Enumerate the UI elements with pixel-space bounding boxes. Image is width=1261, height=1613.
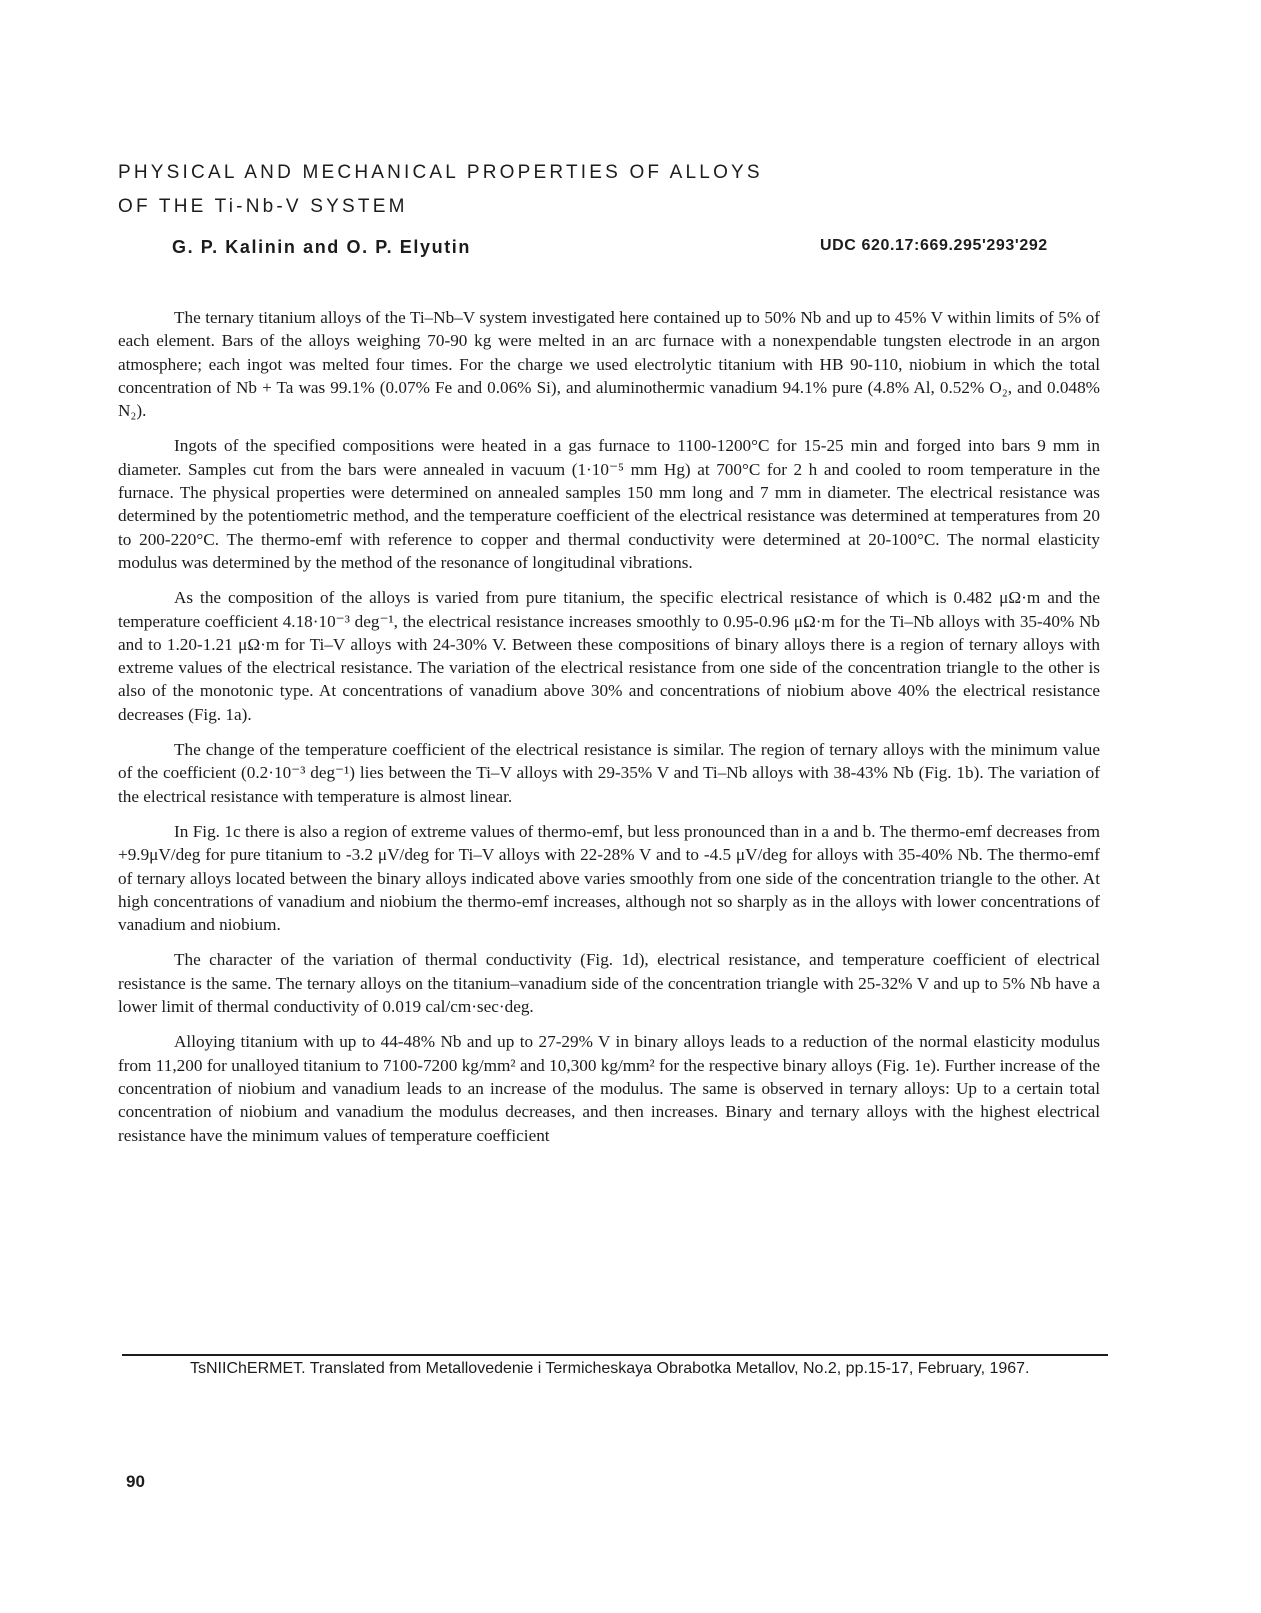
paragraph: The ternary titanium alloys of the Ti–Nb–V system investigated here contained up to 50% Nb and up to 45% V within limits of 5% of each element. Bars of the alloys weighing 70-90 kg were melted in an arc furnace with a nonexpendable tungsten electrode in an argon atmosphere; each ingot was melted four times. For the charge we used electrolytic titanium with HB 90-110, niobium in which the total concentration of Nb + Ta was 99.1% (0.07% Fe and 0.06% Si), and aluminothermic vanadium 94.1% pure (4.8% Al, 0.52% O₂, and 0.048% N₂). <box>118 308 1100 421</box>
paragraph: The change of the temperature coefficient of the electrical resistance is similar. The region of ternary alloys with the minimum value of the coefficient (0.2·10⁻³ deg⁻¹) lies between the Ti–V alloys with 29-35% V and Ti–Nb alloys with 38-43% Nb (Fig. 1b). The variation of the electrical resistance with temperature is almost linear. <box>118 740 1100 806</box>
title-line-2: OF THE Ti-Nb-V SYSTEM <box>118 196 408 217</box>
paragraph: Alloying titanium with up to 44-48% Nb and up to 27-29% V in binary alloys leads to a reduction of the normal elasticity modulus from 11,200 for unalloyed titanium to 7100-7200 kg/mm² and 10,300 kg/mm² for the respective binary alloys (Fig. 1e). Further increase of the concentration of niobium and vanadium leads to an increase of the modulus. The same is observed in ternary alloys: Up to a certain total concentration of niobium and vanadium the modulus decreases, and then increases. Binary and ternary alloys with the highest electrical resistance have the minimum values of temperature coefficient <box>118 1032 1100 1145</box>
udc-code: UDC 620.17:669.295'293'292 <box>820 237 1048 254</box>
article-title <box>118 156 1118 224</box>
article-body <box>118 306 1100 1159</box>
page-number: 90 <box>126 1472 145 1491</box>
title-line-1: PHYSICAL AND MECHANICAL PROPERTIES OF ALLOYS <box>118 162 763 183</box>
paragraph: Ingots of the specified compositions were heated in a gas furnace to 1100-1200°C for 15-25 min and forged into bars 9 mm in diameter. Samples cut from the bars were annealed in vacuum (1·10⁻⁵ mm Hg) at 700°C for 2 h and cooled to room temperature in the furnace. The physical properties were determined on annealed samples 150 mm long and 7 mm in diameter. The electrical resistance was determined by the potentiometric method, and the temperature coefficient of the electrical resistance was determined at temperatures from 20 to 200-220°C. The thermo-emf with reference to copper and thermal conductivity were determined at 20-100°C. The normal elasticity modulus was determined by the method of the resonance of longitudinal vibrations. <box>118 436 1100 572</box>
paragraph: The character of the variation of thermal conductivity (Fig. 1d), electrical resistance, and temperature coefficient of electrical resistance is the same. The ternary alloys on the titanium–vanadium side of the concentration triangle with 25-32% V and up to 5% Nb have a lower limit of thermal conductivity of 0.019 cal/cm·sec·deg. <box>118 950 1100 1017</box>
authors: G. P. Kalinin and O. P. Elyutin <box>172 237 471 257</box>
footnote: TsNIIChERMET. Translated from Metallovedenie i Termicheskaya Obrabotka Metallov, No.2, pp.15-17, February, 1967. <box>190 1360 1030 1377</box>
paragraph: As the composition of the alloys is varied from pure titanium, the specific electrical resistance of which is 0.482 μΩ·m and the temperature coefficient 4.18·10⁻³ deg⁻¹, the electrical resistance increases smoothly to 0.95-0.96 μΩ·m for the Ti–Nb alloys with 35-40% Nb and to 1.20-1.21 μΩ·m for Ti–V alloys with 24-30% V. Between these compositions of binary alloys there is a region of ternary alloys with extreme values of the electrical resistance. The variation of the electrical resistance from one side of the concentration triangle to the other is also of the monotonic type. At concentrations of vanadium above 30% and concentrations of niobium above 40% the electrical resistance decreases (Fig. 1a). <box>118 588 1100 724</box>
paragraph: In Fig. 1c there is also a region of extreme values of thermo-emf, but less pronounced than in a and b. The thermo-emf decreases from +9.9μV/deg for pure titanium to -3.2 μV/deg for Ti–V alloys with 22-28% V and to -4.5 μV/deg for alloys with 35-40% Nb. The thermo-emf of ternary alloys located between the binary alloys indicated above varies smoothly from one side of the concentration triangle to the other. At high concentrations of vanadium and niobium the thermo-emf increases, although not so sharply as in the alloys with lower concentrations of vanadium and niobium. <box>118 821 1100 935</box>
